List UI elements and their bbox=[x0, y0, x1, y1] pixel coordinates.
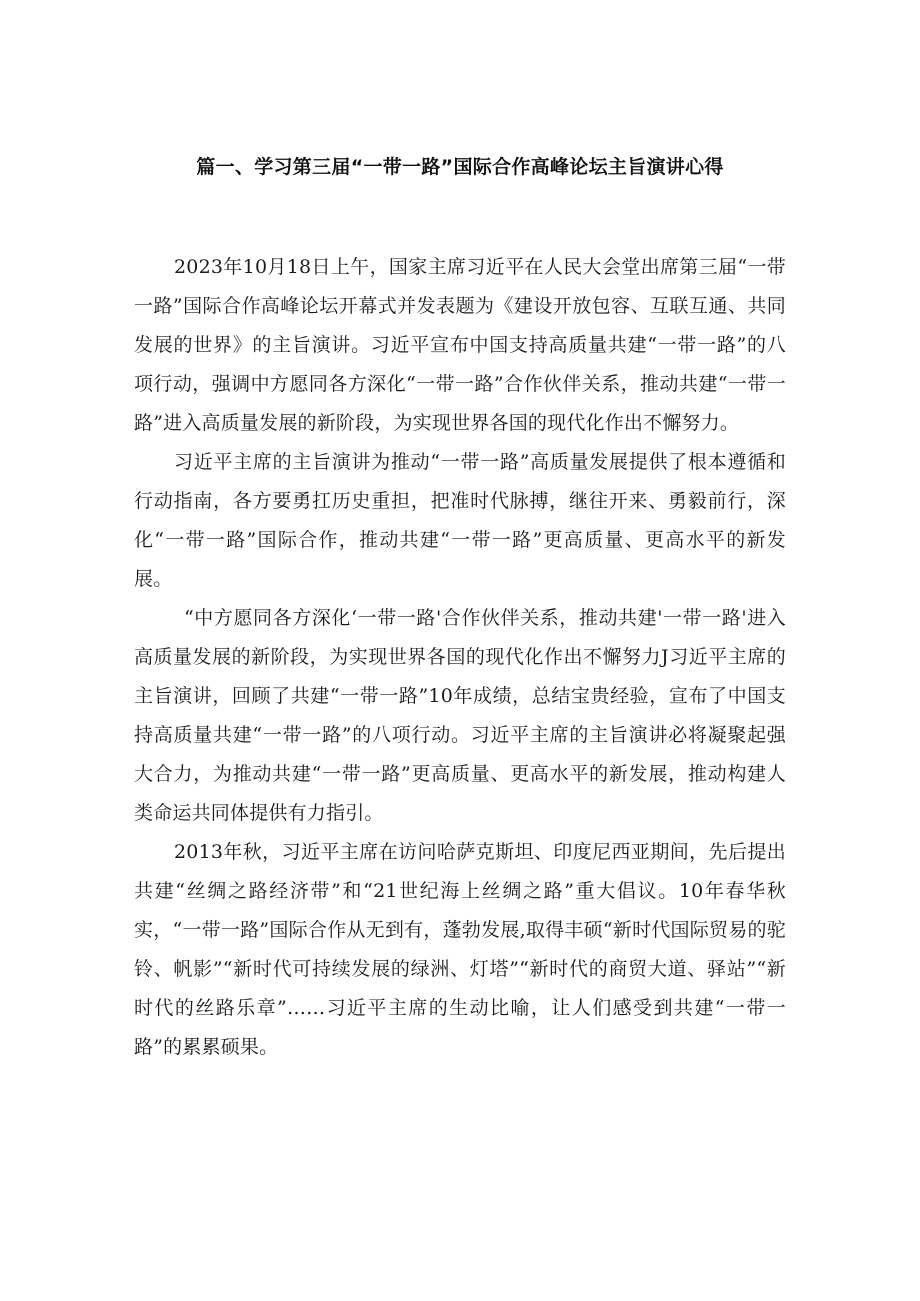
paragraph-3: “中方愿同各方深化‘一带一路'合作伙伴关系，推动共建'一带一路'进入高质量发展的新阶段，为实现世界各国的现代化作出不懈努力J习近平主席的主旨演讲，回顾了共建“一带一路”10年成绩，总结宝贵经验，宣布了中国支持高质量共建“一带一路”的八项行动。习近平主席的主旨演讲必将凝聚起强大合力，为推动共建“一带一路”更高质量、更高水平的新发展，推动构建人类命运共同体提供有力指引。 bbox=[134, 607, 786, 824]
document-title: 篇一、学习第三届“一带一路”国际合作高峰论坛主旨演讲心得 bbox=[196, 156, 724, 178]
paragraph-2: 习近平主席的主旨演讲为推动“一带一路”高质量发展提供了根本遵循和行动指南，各方要勇扛历史重担，把准时代脉搏，继往开来、勇毅前行，深化“一带一路”国际合作，推动共建“一带一路”更高质量、更高水平的新发展。 bbox=[134, 451, 786, 590]
paragraph-1: 2023年10月18日上午，国家主席习近平在人民大会堂出席第三届“一带一路”国际合作高峰论坛开幕式并发表题为《建设开放包容、互联互通、共同发展的世界》的主旨演讲。习近平宣布中国支持高质量共建“一带一路”的八项行动，强调中方愿同各方深化“一带一路”合作伙伴关系，推动共建“一带一路”进入高质量发展的新阶段，为实现世界各国的现代化作出不懈努力。 bbox=[134, 256, 786, 434]
document-body bbox=[134, 248, 786, 1067]
paragraph-4: 2013年秋，习近平主席在访问哈萨克斯坦、印度尼西亚期间，先后提出共建“丝绸之路经济带”和“21世纪海上丝绸之路”重大倡议。10年春华秋实，“一带一路”国际合作从无到有，蓬勃发展,取得丰硕“新时代国际贸易的驼铃、帆影”“新时代可持续发展的绿洲、灯塔”“新时代的商贸大道、驿站”“新时代的丝路乐章”……习近平主席的生动比喻，让人们感受到共建“一带一路”的累累硕果。 bbox=[134, 841, 786, 1058]
